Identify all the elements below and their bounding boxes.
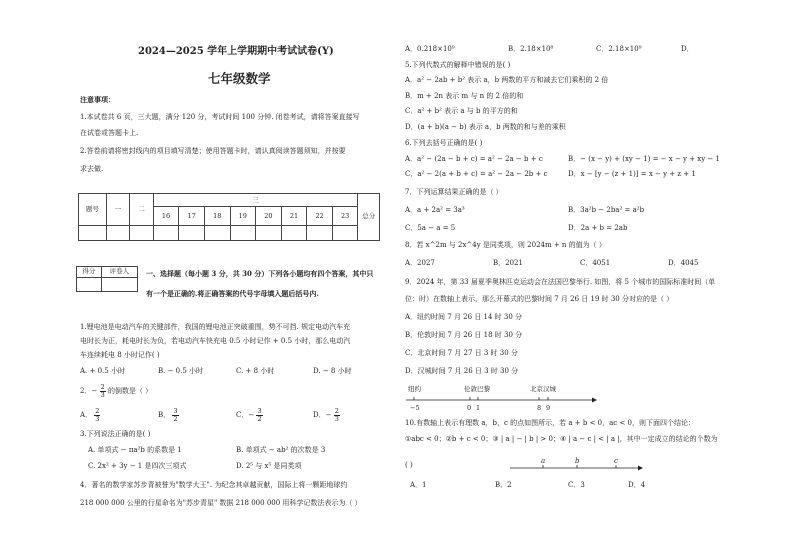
total-label: 总分: [362, 212, 376, 221]
point-label: b: [575, 457, 580, 465]
score-table-label: 题号: [85, 204, 99, 213]
score-cell[interactable]: [281, 226, 307, 241]
question-number: 16: [154, 207, 180, 225]
section-one-label: 一: [114, 204, 122, 213]
score-cell[interactable]: [179, 226, 205, 241]
question-8-stem: 8．若 x^2m 与 2x^4y 是同类项，则 2024m + n 的值为（ ）: [405, 241, 606, 249]
option-a[interactable]: [80, 408, 100, 422]
option-b[interactable]: B. 单项式 − ab² 的次数是 3: [236, 446, 326, 454]
question-9-stem: 9．2024 年，第 33 届夏季奥林匹克运动会在法国巴黎举行. 如图，将 5 个城市的国际标准时间（单: [405, 278, 716, 286]
numerator: 3: [257, 407, 262, 415]
option-letter: A．: [80, 411, 93, 419]
score-cell[interactable]: [153, 226, 179, 241]
section-three-cell: [153, 194, 358, 226]
grader-score-cell[interactable]: [77, 278, 102, 292]
question-number: 18: [205, 207, 231, 225]
numerator: 2: [95, 407, 100, 415]
notice-line: 2.答卷前请将密封线内的项目填写清楚；使用答题卡时，请认真阅读答题须知，并按要: [80, 147, 346, 155]
option-a[interactable]: A．a + 2a² = 3a³: [405, 206, 465, 214]
option-letter: C．: [236, 411, 249, 419]
section-two-label: 二: [138, 204, 145, 213]
score-cell[interactable]: [106, 226, 130, 241]
grader-score-label: 得分: [77, 267, 102, 278]
question-number: 17: [179, 207, 205, 225]
option-a[interactable]: A. 单项式 − πa²b 的系数是 1: [88, 446, 182, 454]
option-b[interactable]: B．2: [495, 481, 512, 489]
question-1-stem: 车连续耗电 8 小时记作( ): [80, 351, 160, 359]
option-sign: −: [325, 411, 332, 419]
q4-option-c[interactable]: C．2.18×10⁹: [596, 45, 642, 53]
city-label: 伦敦巴黎: [464, 385, 490, 393]
option-letter: D．: [313, 411, 326, 419]
option-c[interactable]: C．北京时间 7 月 27 日 3 时 30 分: [405, 349, 518, 357]
numerator: 2: [334, 407, 339, 415]
q4-option-a[interactable]: A．0.218×10⁹: [405, 45, 455, 53]
option-b[interactable]: [158, 408, 179, 422]
option-c[interactable]: C．a² + b² 表示 a 与 b 的平方的和: [405, 107, 518, 115]
numerator: 3: [173, 407, 178, 415]
option-d[interactable]: D. 2⁵ 与 x⁵ 是同类项: [236, 462, 302, 470]
option-a[interactable]: A. + 0.5 小时: [80, 367, 125, 375]
option-fraction: [94, 408, 100, 422]
point-label: a: [541, 457, 546, 465]
question-4-stem: 218 000 000 公里的行星命名为"苏步青星" 数据 218 000 000 用科学记数法表示为（ ）: [80, 499, 362, 507]
option-a[interactable]: A．1: [410, 481, 427, 489]
question-5-stem: 5.下列代数式的解释中错误的是( ): [405, 61, 511, 69]
q2-stem-fraction: [100, 384, 106, 398]
option-c[interactable]: C．3: [568, 481, 585, 489]
notice-heading: 注意事项：: [80, 95, 115, 104]
option-b[interactable]: B. − 0.5 小时: [158, 367, 204, 375]
question-3-stem: 3.下列说法正确的是( ): [80, 430, 151, 438]
option-c[interactable]: C．a² − 2(a + b + c) = a² − 2a − 2b + c: [405, 170, 548, 178]
notice-line: 在试卷或答题卡上.: [80, 129, 139, 137]
option-b[interactable]: B．m + 2n 表示 m 与 n 的 2 倍的和: [405, 92, 524, 100]
option-fraction: [256, 408, 262, 422]
grader-name-label: 评卷人: [101, 267, 137, 278]
q2-sign: −: [91, 387, 98, 395]
score-cell[interactable]: [230, 226, 256, 241]
q4-option-d[interactable]: D．: [681, 45, 694, 53]
question-7-stem: 7．下列运算结果正确的是（ ）: [405, 188, 503, 196]
option-d[interactable]: [313, 408, 340, 422]
option-c[interactable]: [236, 408, 263, 422]
option-d[interactable]: D．汉城时间 7 月 26 日 3 时 30 分: [405, 367, 519, 375]
score-table: [78, 193, 380, 241]
denominator: 3: [100, 390, 105, 399]
option-d[interactable]: D．x − [y − (z + 1)] = x − y + z + 1: [568, 170, 696, 178]
question-10-stem: 10.有数轴上表示有理数 a，b，c 的点如图所示，若 a + b < 0，ac < 0，则下面四个结论：: [405, 419, 695, 427]
question-number: 20: [256, 207, 282, 225]
city-label: 纽约: [408, 385, 421, 393]
question-number: 21: [282, 207, 308, 225]
tick-label: 9: [546, 404, 551, 412]
point-label: c: [614, 457, 618, 465]
score-cell[interactable]: [130, 226, 154, 241]
notice-line: 1.本试卷共 6 页，三大题，满分 120 分，考试时间 100 分钟. 闭卷考试，请将答案直接写: [80, 113, 360, 121]
grader-name-cell[interactable]: [101, 278, 137, 292]
score-cell[interactable]: [256, 226, 282, 241]
tick-label: 0: [467, 404, 472, 412]
option-b[interactable]: B．− (x − y) + (xy − 1) = − x − y + xy − 1: [568, 155, 720, 163]
option-sign: −: [248, 411, 255, 419]
denominator: 2: [257, 414, 262, 423]
q2-suffix: 的倒数是（ ）: [107, 387, 153, 395]
tick-label: 1: [476, 404, 481, 412]
option-c[interactable]: C. + 8 小时: [236, 367, 275, 375]
option-d[interactable]: D．(a + b)(a − b) 表示 a，b 两数的和与差的乘积: [405, 123, 566, 131]
timezone-number-line: [400, 382, 600, 414]
city-label: 北京汉城: [530, 385, 556, 393]
tick-label: 8: [537, 404, 542, 412]
score-row-label: [79, 226, 107, 241]
option-fraction: [172, 408, 178, 422]
option-a[interactable]: A．2027: [405, 259, 435, 267]
score-cell[interactable]: [307, 226, 333, 241]
notice-line: 求去做.: [80, 165, 104, 173]
option-d[interactable]: D．4: [628, 481, 646, 489]
option-c[interactable]: C．4051: [580, 259, 611, 267]
section1-instructions: 一、选择题（每小题 3 分，共 30 分）下列各小题均有四个答案，其中只: [146, 269, 374, 278]
exam-subtitle: 七年级数学: [208, 71, 271, 86]
option-b[interactable]: B．3a²b − 2ba² = a²b: [568, 206, 645, 214]
question-10-stem: ①abc < 0；②b + c < 0；③ | a | − | b | > 0；④ | a − c | < | a |，其中一定成立的结论的个数为: [405, 435, 718, 443]
question-number: 23: [341, 212, 350, 220]
question-number: 22: [307, 207, 333, 225]
score-cell[interactable]: [204, 226, 230, 241]
option-b[interactable]: B．2021: [493, 259, 523, 267]
q2-prefix: 2．: [80, 387, 92, 395]
option-fraction: [334, 408, 340, 422]
grader-box: [76, 266, 138, 292]
option-a[interactable]: A．a² − 2ab + b² 表示 a，b 两数的平方和减去它们乘积的 2 倍: [405, 76, 609, 84]
denominator: 3: [334, 414, 339, 423]
section-one-cell: [106, 194, 130, 226]
question-10-stem: ( ): [405, 461, 413, 469]
section-three-label: 三: [252, 196, 259, 204]
option-d[interactable]: D. − 8 小时: [313, 367, 352, 375]
option-c[interactable]: C. 2x² + 3y − 1 是四次三项式: [88, 462, 187, 470]
question-4-stem: 4．著名的数学家苏步青被誉为"数学大王". 为纪念其卓越贡献，国际上将一颗距地球约: [80, 481, 348, 489]
question-6-stem: 6.下列去括号正确的是( ): [405, 139, 483, 147]
option-c[interactable]: C．5a − a = 5: [405, 224, 456, 232]
exam-title: 2024—2025 学年上学期期中考试试卷(Y): [138, 46, 334, 57]
score-table-header: [79, 194, 107, 226]
total-cell: [358, 194, 380, 241]
tick-label: −5: [410, 404, 420, 412]
abc-number-line: [508, 456, 648, 476]
option-d[interactable]: D．4045: [668, 259, 699, 267]
section-two-cell: [130, 194, 154, 226]
question-1-stem: 电时长为正，耗电时长为负，若电动汽车快充电 0.5 小时记作 + 0.5 小时，那么电动汽: [80, 337, 351, 345]
option-b[interactable]: B．伦敦时间 7 月 26 日 18 时 30 分: [405, 331, 523, 339]
section1-instructions: 有一个是正确的.将正确答案的代号字母填入题后括号内.: [146, 289, 319, 298]
q4-option-b[interactable]: B．2.18×10⁸: [508, 45, 554, 53]
question-2-stem: [80, 384, 152, 398]
denominator: 2: [173, 414, 178, 423]
question-number: 19: [231, 207, 257, 225]
option-d[interactable]: D．2a + b = 2ab: [568, 224, 628, 232]
denominator: 3: [95, 414, 100, 423]
question-9-stem: 位：时）在数轴上表示，那么开幕式的巴黎时间 7 月 26 日 19 时 30 分对应的是（ ）: [405, 295, 674, 303]
option-a[interactable]: A．纽约时间 7 月 26 日 14 时 30 分: [405, 313, 523, 321]
question-1-stem: 1.锂电池是电动汽车的关键部件，我国的锂电池正突破重围，势不可挡. 规定电动汽车充: [80, 323, 351, 331]
option-letter: B．: [158, 411, 171, 419]
option-a[interactable]: A．a² − (2a − b + c) = a² − 2a − b + c: [405, 155, 543, 163]
score-cell[interactable]: [332, 226, 358, 241]
numerator: 2: [100, 383, 105, 391]
